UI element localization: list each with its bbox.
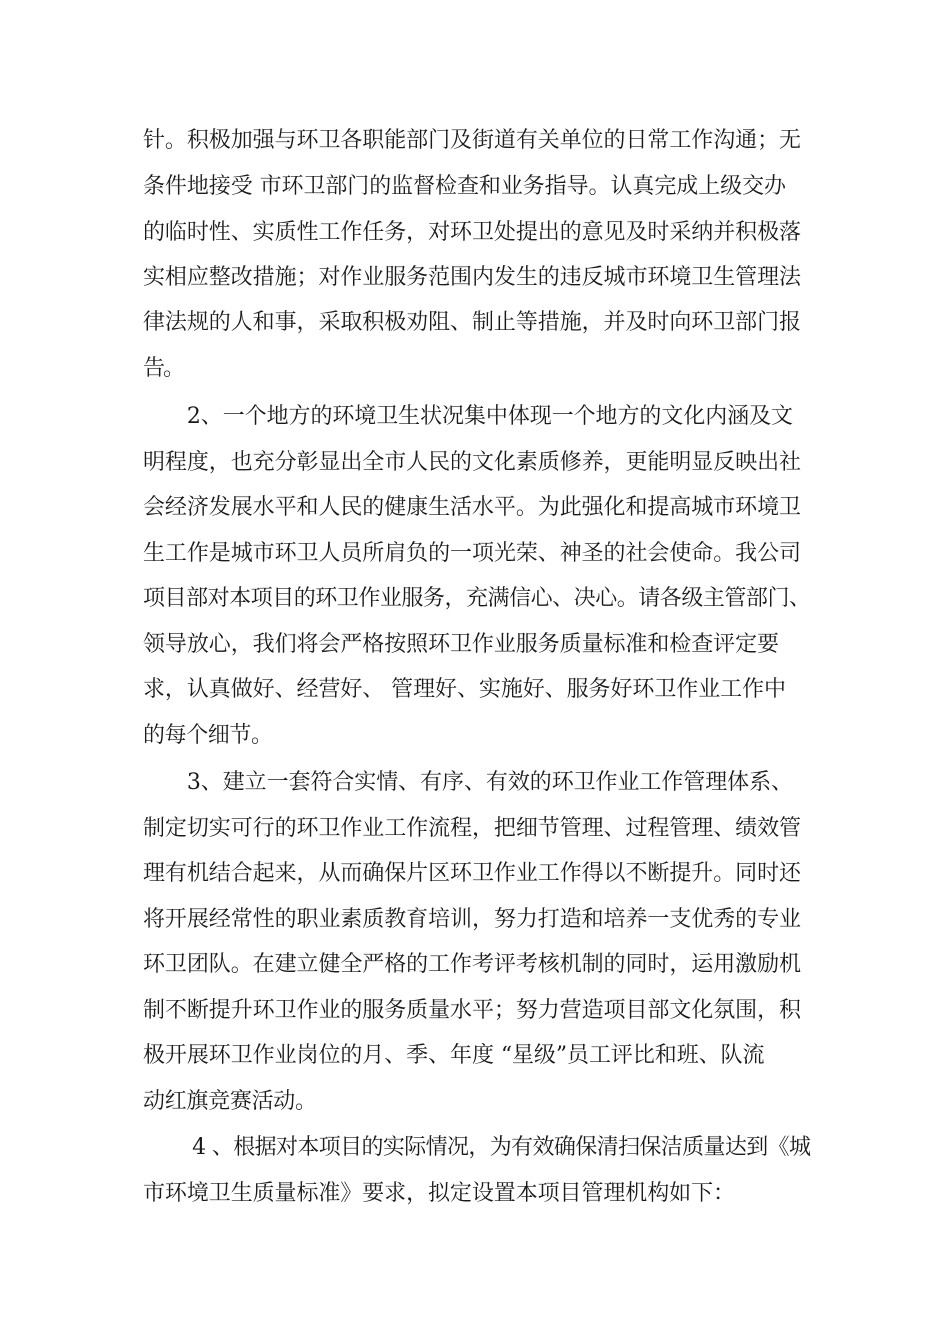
text-line: 的临时性、实质性工作任务，对环卫处提出的意见及时采纳并积极落 [143, 220, 801, 245]
text-line: 4 、根据对本项目的实际情况，为有效确保清扫保洁质量达到《城 [143, 1135, 811, 1160]
text-line: 求，认真做好、经营好、 管理好、实施好、服务好环卫作业工作中 [143, 677, 786, 702]
text-line: 条件地接受 市环卫部门的监督检查和业务指导。认真完成上级交办 [143, 174, 786, 199]
text-line: 的每个细节。 [143, 723, 273, 748]
text-line: 制定切实可行的环卫作业工作流程，把细节管理、过程管理、绩效管 [143, 816, 801, 841]
text-line: 生工作是城市环卫人员所肩负的一项光荣、神圣的社会使命。我公司 [143, 541, 801, 566]
text-line: 针。积极加强与环卫各职能部门及街道有关单位的日常工作沟通；无 [143, 128, 801, 153]
text-line: 项目部对本项目的环卫作业服务，充满信心、决心。请各级主管部门、 [143, 586, 811, 611]
text-line: 将开展经常性的职业素质教育培训，努力打造和培养一支优秀的专业 [143, 907, 801, 932]
text-line: 制不断提升环卫作业的服务质量水平；努力营造项目部文化氛围，积 [143, 998, 801, 1023]
text-line: 明程度，也充分彰显出全市人民的文化素质修养，更能明显反映出社 [143, 450, 801, 475]
text-line: 极开展环卫作业岗位的月、季、年度 “星级”员工评比和班、队流 [143, 1043, 765, 1068]
text-line: 3、建立一套符合实情、有序、有效的环卫作业工作管理体系、 [143, 770, 793, 795]
text-line: 理有机结合起来，从而确保片区环卫作业工作得以不断提升。同时还 [143, 861, 801, 886]
text-line: 市环境卫生质量标准》要求，拟定设置本项目管理机构如下： [143, 1181, 735, 1206]
text-line: 实相应整改措施；对作业服务范围内发生的违反城市环境卫生管理法 [143, 265, 801, 290]
text-line: 2、一个地方的环境卫生状况集中体现一个地方的文化内涵及文 [143, 404, 793, 429]
text-line: 会经济发展水平和人民的健康生活水平。为此强化和提高城市环境卫 [143, 495, 801, 520]
text-line: 动红旗竞赛活动。 [143, 1089, 317, 1114]
text-line: 律法规的人和事，采取积极劝阻、制止等措施，并及时向环卫部门报 [143, 310, 801, 335]
text-line: 告。 [143, 356, 184, 381]
text-line: 领导放心，我们将会严格按照环卫作业服务质量标准和检查评定要 [143, 632, 779, 657]
text-line: 环卫团队。在建立健全严格的工作考评考核机制的同时，运用激励机 [143, 952, 801, 977]
